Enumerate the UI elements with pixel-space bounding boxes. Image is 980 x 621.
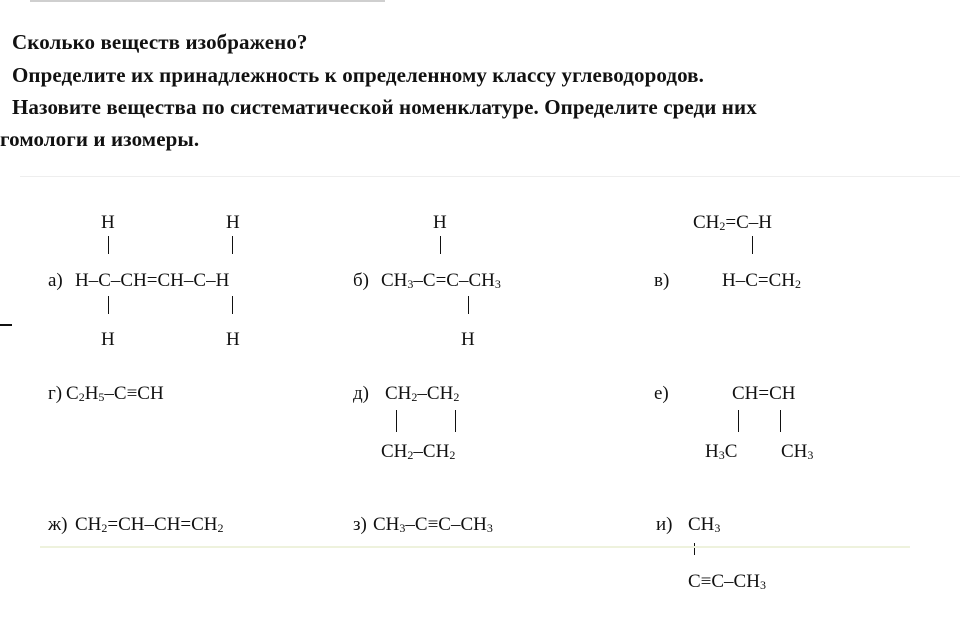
formula-a-top-left-h: H (101, 212, 115, 233)
formula-e-label: е) (654, 383, 669, 404)
formula-d-bond-left (396, 410, 397, 432)
formula-g-main: $C_2H_5-C\equiv CH$ (66, 383, 164, 404)
formula-v-top: $CH_2=C-H$ (693, 212, 773, 233)
question-names: Назовите вещества по систематической номенклатуре. Определите среди них (12, 95, 757, 119)
formula-a-bottom-right-h: H (226, 329, 240, 350)
formula-i-label: и) (656, 514, 673, 535)
formula-d-top: $CH_2-CH_2$ (385, 383, 460, 404)
formula-b-main: $CH_3-C=C-CH_3$ (381, 270, 501, 291)
formula-a-label: а) (48, 270, 63, 291)
scan-artifact-line (20, 176, 960, 177)
formula-e-bond-right (780, 410, 781, 432)
formula-a-bottom-left-h: H (101, 329, 115, 350)
formula-b-bond-top (440, 236, 441, 254)
formula-a-main: H–C–CH=CH–C–H (75, 270, 230, 291)
formula-g-label: г) (48, 383, 63, 404)
question-count: Сколько веществ изображено? (12, 30, 308, 54)
formula-b-label: б) (353, 270, 369, 291)
formula-a-bond-top-left (108, 236, 109, 254)
formula-b-bond-bottom (468, 296, 469, 314)
formula-a-bond-bottom-right (232, 296, 233, 314)
formula-e-bond-left (738, 410, 739, 432)
formula-z-main: $CH_3-C\equiv C-CH_3$ (373, 514, 493, 535)
formula-a-top-right-h: H (226, 212, 240, 233)
formula-b-top-h: H (433, 212, 447, 233)
formula-i-bottom: $C\equiv C-CH_3$ (688, 571, 766, 592)
formula-zh-main: $CH_2=CH-CH=CH_2$ (75, 514, 224, 535)
formula-i-top: $CH_3$ (688, 514, 721, 535)
formula-v-label: в) (654, 270, 670, 291)
formula-z-label: з) (353, 514, 367, 535)
formula-e-bottom-left: $H_3C$ (705, 441, 738, 462)
formula-b-bottom-h: H (461, 329, 475, 350)
formula-a-bond-top-right (232, 236, 233, 254)
formula-e-bottom-right: $CH_3$ (781, 441, 814, 462)
question-homologs: гомологи и изомеры. (0, 127, 200, 151)
formula-e-top: CH=CH (732, 383, 796, 404)
formula-v-bottom: $H-C=CH_2$ (722, 270, 802, 291)
formula-d-label: д) (353, 383, 369, 404)
scan-artifact-band (40, 546, 910, 548)
formula-zh-label: ж) (48, 514, 68, 535)
formula-d-bottom: $CH_2-CH_2$ (381, 441, 456, 462)
margin-dash (0, 324, 12, 326)
formula-v-bond (752, 236, 753, 254)
formula-i-bond (694, 543, 695, 555)
cropped-top-line (30, 0, 385, 2)
formula-d-bond-right (455, 410, 456, 432)
question-class: Определите их принадлежность к определенному классу углеводородов. (12, 63, 704, 87)
formula-a-bond-bottom-left (108, 296, 109, 314)
